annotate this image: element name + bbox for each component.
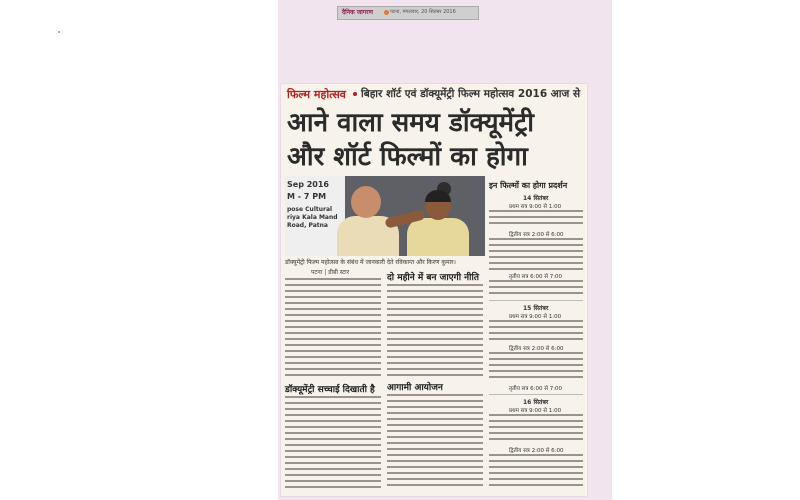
speck — [58, 31, 60, 33]
article-column-2 — [387, 284, 483, 380]
event-banner — [285, 176, 345, 256]
schedule-date-2: 15 सितंबर — [523, 305, 549, 312]
article-column-1b — [285, 396, 381, 492]
article-column-2b — [387, 394, 483, 492]
schedule-date-3: 16 सितंबर — [523, 399, 549, 406]
logo-icon — [384, 10, 389, 15]
strap-label: फिल्म महोत्सव — [287, 88, 346, 101]
session-1-3: तृतीय सत्र 6:00 से 7:00 — [509, 274, 563, 280]
session-3-2: द्वितीय सत्र 2:00 से 6:00 — [509, 448, 564, 454]
subhead-documentary-truth: डॉक्यूमेंट्री सच्चाई दिखाती है — [285, 385, 375, 395]
session-3-1: प्रथम सत्र 9:00 से 1:00 — [509, 408, 562, 414]
headline-line-2: और शॉर्ट फिल्मों का होगा — [287, 142, 528, 172]
masthead-name: दैनिक जागरण — [342, 9, 373, 16]
masthead — [337, 6, 479, 20]
bullet-icon — [353, 92, 357, 96]
session-2-2: द्वितीय सत्र 2:00 से 6:00 — [509, 346, 564, 352]
banner-line-3: pose Cultural — [287, 206, 333, 213]
session-1-1: प्रथम सत्र 9:00 से 1:00 — [509, 204, 562, 210]
strap-text: बिहार शॉर्ट एवं डॉक्यूमेंट्री फिल्म महोत्सव 2016 आज से — [361, 88, 581, 100]
headline-line-1: आने वाला समय डॉक्यूमेंट्री — [287, 108, 534, 138]
banner-line-5: Road, Patna — [287, 222, 328, 229]
session-2-3: तृतीय सत्र 6:00 से 7:00 — [509, 386, 563, 392]
page-margin-left — [0, 0, 278, 500]
news-photo — [285, 176, 485, 256]
person-right — [403, 190, 473, 256]
banner-line-1: Sep 2016 — [287, 180, 329, 189]
strap — [281, 84, 587, 104]
schedule-date-1: 14 सितंबर — [523, 195, 549, 202]
photo-caption: डॉक्यूमेंट्री फिल्म महोत्सव के संबंध में जानकारी देते रविकान्त और किरण कुमार। — [285, 259, 456, 266]
subhead-upcoming-event: आगामी आयोजन — [387, 383, 443, 393]
subhead-policy: दो महीने में बन जाएगी नीति — [387, 273, 479, 283]
masthead-date: पटना, मंगलवार, 20 सितंबर 2016 — [390, 9, 456, 15]
session-1-2: द्वितीय सत्र 2:00 से 6:00 — [509, 232, 564, 238]
screening-schedule — [487, 180, 585, 492]
byline: पटना | डीबी स्टार — [311, 269, 350, 276]
article-column-1 — [285, 278, 381, 382]
banner-line-2: M - 7 PM — [287, 192, 327, 201]
page-margin-right — [612, 0, 800, 500]
banner-line-4: riya Kala Mand — [287, 214, 338, 221]
session-2-1: प्रथम सत्र 9:00 से 1:00 — [509, 314, 562, 320]
schedule-title: इन फिल्मों का होगा प्रदर्शन — [489, 181, 568, 190]
news-clipping — [281, 84, 587, 496]
